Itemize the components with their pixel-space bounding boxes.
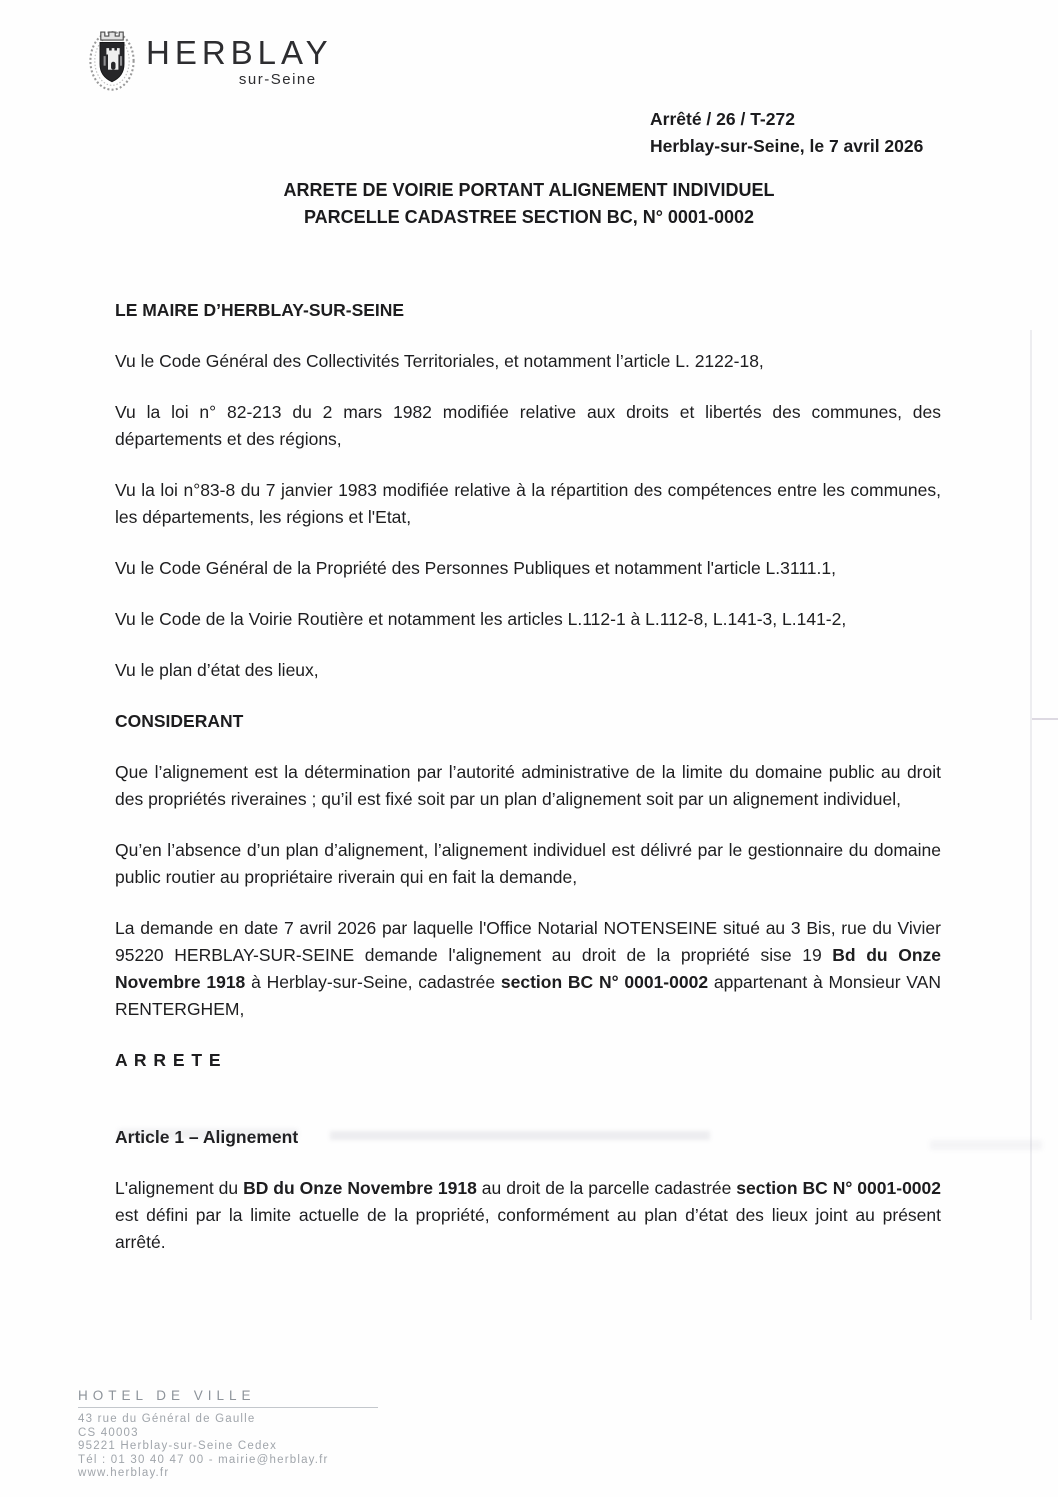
- text-run: Vu le Code de la Voirie Routière et notamment les articles L.112-1 à L.112-8, L.141-3, L.141-2,: [115, 609, 847, 629]
- decree-place-date: Herblay-sur-Seine, le 7 avril 2026: [650, 136, 924, 156]
- vu-code-collectivites: [115, 348, 941, 375]
- text-run: Qu’en l’absence d’un plan d’alignement, l’alignement individuel est délivré par le gestionnaire du domaine public routier au propriétaire riverain qui en fait la demande,: [115, 840, 941, 887]
- scan-artifact: [930, 1140, 1042, 1150]
- text-run: Vu le Code Général de la Propriété des Personnes Publiques et notamment l'article L.3111.1,: [115, 558, 836, 578]
- decree-number: Arrêté / 26 / T-272: [650, 109, 795, 129]
- scan-artifact: [1030, 330, 1032, 1320]
- text-run: LE MAIRE D’HERBLAY-SUR-SEINE: [115, 300, 405, 320]
- text-run: A R R E T E: [115, 1050, 222, 1070]
- document-body: [115, 297, 941, 1280]
- text-run: à Herblay-sur-Seine, cadastrée: [245, 972, 501, 992]
- text-run: CONSIDERANT: [115, 711, 244, 731]
- document-title-line-1: ARRETE DE VOIRIE PORTANT ALIGNEMENT INDIVIDUEL: [283, 180, 775, 200]
- considerant-2: [115, 837, 941, 891]
- text-run: appartenant à Monsieur VAN RENTERGHEM,: [115, 972, 941, 1019]
- scan-artifact: [1032, 718, 1058, 720]
- footer-address-line: 95221 Herblay-sur-Seine Cedex: [78, 1440, 278, 1452]
- vu-plan-etat-des-lieux: [115, 657, 941, 684]
- footer-heading: HOTEL DE VILLE: [78, 1388, 378, 1408]
- page-footer: [78, 1388, 378, 1481]
- document-title-line-2: PARCELLE CADASTREE SECTION BC, N° 0001-0002: [304, 207, 754, 227]
- footer-address-line: 43 rue du Général de Gaulle: [78, 1413, 256, 1425]
- considerant-1: [115, 759, 941, 813]
- footer-contact-line: Tél : 01 30 40 47 00 - mairie@herblay.fr: [78, 1453, 329, 1466]
- text-run: La demande en date 7 avril 2026 par laquelle l'Office Notarial NOTENSEINE situé au 3 Bis, rue du Vivier 95220 HERBLAY-SUR-SEINE demande l'alignement au droit de la propriété sise 19: [115, 918, 941, 965]
- city-name: HERBLAY: [146, 34, 333, 71]
- vu-code-voirie: [115, 606, 941, 633]
- vu-code-propriete: [115, 555, 941, 582]
- vu-loi-83-8: [115, 477, 941, 531]
- city-wordmark: [146, 24, 333, 88]
- mayor-heading: [115, 297, 941, 324]
- text-run: BD du Onze Novembre 1918: [243, 1178, 477, 1198]
- article-1-body: [115, 1175, 941, 1256]
- text-run: Vu la loi n°83-8 du 7 janvier 1983 modifiée relative à la répartition des compétences entre les communes, les départements, les régions et l'Etat,: [115, 480, 941, 527]
- text-run: section BC N° 0001-0002: [500, 972, 709, 992]
- article-1-heading: [115, 1124, 941, 1151]
- text-run: Que l’alignement est la détermination par l’autorité administrative de la limite du domaine public au droit des propriétés riveraines ; qu’il est fixé soit par un plan d’alignement soit par un alignement individuel,: [115, 762, 941, 809]
- city-logo: [88, 24, 333, 98]
- city-crest-icon: [88, 24, 136, 98]
- text-run: Bd du Onze Novembre 1918: [115, 945, 941, 992]
- decree-reference-block: [650, 106, 923, 160]
- text-run: au droit de la parcelle cadastrée: [476, 1178, 737, 1198]
- text-run: section BC N° 0001-0002: [736, 1178, 941, 1198]
- footer-address-line: CS 40003: [78, 1426, 139, 1439]
- document-title: [0, 177, 1058, 231]
- text-run: L'alignement du: [115, 1178, 244, 1198]
- considerant-3: [115, 915, 941, 1023]
- text-run: Article 1 – Alignement: [115, 1127, 299, 1147]
- city-name-suffix: sur-Seine: [238, 71, 317, 88]
- vu-loi-82-213: [115, 399, 941, 453]
- footer-website: www.herblay.fr: [78, 1467, 170, 1479]
- text-run: est défini par la limite actuelle de la propriété, conformément au plan d’état des lieux joint au présent arrêté.: [115, 1205, 941, 1252]
- text-run: Vu le Code Général des Collectivités Territoriales, et notamment l’article L. 2122-18,: [115, 351, 764, 371]
- arrete-heading: [115, 1047, 941, 1074]
- text-run: Vu le plan d’état des lieux,: [115, 660, 319, 680]
- text-run: Vu la loi n° 82-213 du 2 mars 1982 modifiée relative aux droits et libertés des communes, des départements et des régions,: [115, 402, 941, 449]
- considerant-heading: [115, 708, 941, 735]
